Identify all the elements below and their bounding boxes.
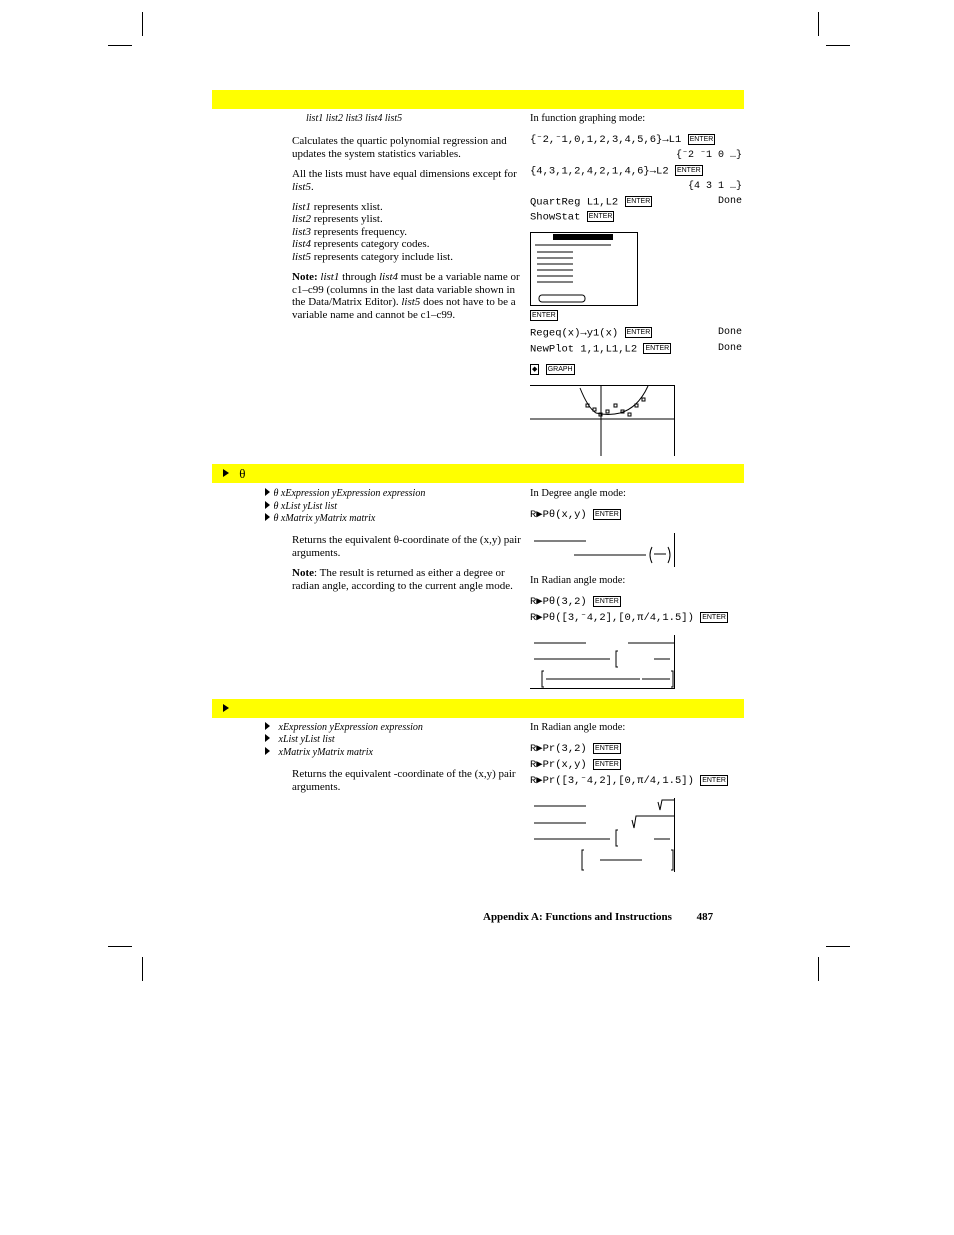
quartreg-list-defs: list1 represents xlist. list2 represents ylist. list3 represents frequency. list4 represents category codes. list5 represents category include list. (292, 201, 453, 263)
crop-mark (108, 45, 132, 46)
rpr-entry3: R▶Pr([3,⁻4,2],[0,π/4,1.5]) ENTER (530, 775, 726, 787)
enter-key-icon: ENTER (626, 329, 651, 336)
stat-vars-rows (535, 245, 611, 282)
enter-key-icon: ENTER (702, 776, 726, 784)
rpr-entry2: R▶Pr(x,y) ENTER (530, 759, 619, 771)
rpr-syntax2: xList yList list (264, 734, 335, 745)
triangle-right-icon (222, 703, 230, 713)
quartreg-entry4: ShowStat ENTER (530, 211, 613, 224)
triangle-right-icon (264, 722, 271, 730)
quartreg-result5: Done (717, 327, 742, 338)
footer-page-number: 487 (696, 911, 714, 923)
enter-key-icon: ENTER (595, 597, 619, 605)
crop-mark (142, 957, 143, 981)
quartreg-desc2: All the lists must have equal dimensions except for list5. (292, 168, 517, 193)
triangle-right-icon (264, 513, 271, 521)
quartreg-mode: In function graphing mode: (530, 113, 646, 124)
rpr-syntax1: xExpression yExpression expression (264, 722, 423, 733)
diamond-key-icon: ◆ (532, 366, 538, 373)
quartreg-entry6: NewPlot 1,1,L1,L2 ENTER (530, 343, 670, 356)
enter-key-icon: ENTER (595, 760, 619, 768)
quartreg-syntax: list1 list2 list3 list4 list5 (306, 113, 403, 124)
quartreg-description (292, 135, 522, 329)
enter-key-icon: ENTER (595, 744, 619, 752)
enter-key-icon: ENTER (588, 213, 613, 220)
rptheta-entry1: R▶Pθ(x,y) ENTER (530, 509, 619, 521)
enter-key-icon: ENTER (689, 135, 714, 143)
stat-vars-title-bar (553, 234, 613, 240)
quartreg-enter-alone (530, 310, 744, 322)
quartreg-graph (530, 386, 674, 456)
rptheta-radian-mode: In Radian angle mode: (530, 575, 626, 586)
page-footer (483, 911, 713, 923)
quartreg-graph-keys (530, 364, 744, 376)
rptheta-syntax3: θ xMatrix yMatrix matrix (264, 513, 375, 524)
rpr-description (292, 768, 522, 801)
rptheta-description (292, 534, 522, 600)
crop-mark (108, 946, 132, 947)
rptheta-screen2-drawing (530, 635, 674, 688)
triangle-right-icon (264, 747, 271, 755)
triangle-right-icon (264, 501, 271, 509)
crop-mark (142, 12, 143, 36)
rptheta-screen1-lines (534, 541, 670, 563)
rptheta-desc: Returns the equivalent θ-coordinate of the (x,y) pair arguments. (292, 534, 521, 559)
quartreg-desc1: Calculates the quartic polynomial regression and updates the system statistics variables. (292, 135, 507, 160)
crop-mark (826, 45, 850, 46)
quartreg-entry3: QuartReg L1,L2 ENTER (530, 196, 651, 209)
rptheta-syntax2: θ xList yList list (264, 501, 337, 512)
rptheta-syntax1: θ xExpression yExpression expression (264, 488, 425, 499)
quartreg-entry5: Regeq(x)→y1(x) ENTER (530, 327, 651, 340)
rptheta-note: Note: The result is returned as either a degree or radian angle, according to the current angle mode. (292, 567, 513, 592)
rptheta-screen1-drawing (530, 533, 674, 567)
stat-vars-enter-ok (539, 295, 585, 302)
rptheta-entry3: R▶Pθ([3,⁻4,2],[0,π/4,1.5]) ENTER (530, 612, 726, 624)
rpr-desc: Returns the equivalent -coordinate of the (x,y) pair arguments. (292, 768, 516, 793)
quartreg-entry1: {⁻2,⁻1,0,1,2,3,4,5,6}→L1 ENTER (530, 134, 714, 146)
section-header-quartreg (212, 90, 744, 109)
crop-mark (826, 946, 850, 947)
quartreg-result3: Done (717, 196, 742, 207)
stat-vars-screen-drawing (531, 233, 637, 305)
rpr-header (222, 701, 230, 717)
enter-key-icon: ENTER (626, 198, 651, 205)
rpr-syntax3: xMatrix yMatrix matrix (264, 747, 373, 758)
footer-title: Appendix A: Functions and Instructions (483, 911, 672, 923)
enter-key-icon: ENTER (532, 312, 556, 319)
quartreg-result6: Done (717, 343, 742, 354)
rptheta-degree-mode: In Degree angle mode: (530, 488, 626, 499)
enter-key-icon: ENTER (702, 613, 726, 621)
rpr-screen (530, 798, 675, 872)
data-points (586, 398, 645, 416)
quartreg-result1: {⁻2 ⁻1 0 …} (675, 150, 742, 161)
crop-mark (818, 957, 819, 981)
quartreg-result2: {4 3 1 …} (687, 181, 742, 192)
quartreg-entry2: {4,3,1,2,4,2,1,4,6}→L2 ENTER (530, 165, 701, 178)
rpr-screen-drawing (530, 798, 674, 872)
rptheta-screen2-lines (534, 643, 674, 687)
rpr-screen-lines (534, 800, 674, 870)
enter-key-icon: ENTER (595, 510, 619, 518)
rptheta-screen2 (530, 635, 675, 689)
enter-key-icon: ENTER (645, 345, 670, 352)
rpr-entry1: R▶Pr(3,2) ENTER (530, 743, 619, 755)
triangle-right-icon (264, 488, 271, 496)
graph-key-icon: GRAPH (547, 366, 573, 373)
regression-curve (580, 386, 648, 415)
quartreg-graph-screen (530, 385, 675, 456)
enter-key-icon: ENTER (676, 167, 701, 174)
triangle-right-icon (264, 734, 271, 742)
quartreg-note: Note: list1 through list4 must be a variable name or c1–c99 (columns in the last data variable shown in the Data/Matrix Editor). list5 does not have to be a variable name and cannot be c1–c99. (292, 271, 520, 321)
rptheta-screen1 (530, 533, 675, 567)
triangle-right-icon (222, 468, 230, 478)
stat-vars-screen (530, 232, 638, 306)
section-header-rpr (212, 699, 744, 718)
rpr-radian-mode: In Radian angle mode: (530, 722, 626, 733)
crop-mark (818, 12, 819, 36)
rptheta-header: θ (222, 466, 245, 482)
section-header-rptheta (212, 464, 744, 483)
rptheta-entry2: R▶Pθ(3,2) ENTER (530, 596, 619, 608)
